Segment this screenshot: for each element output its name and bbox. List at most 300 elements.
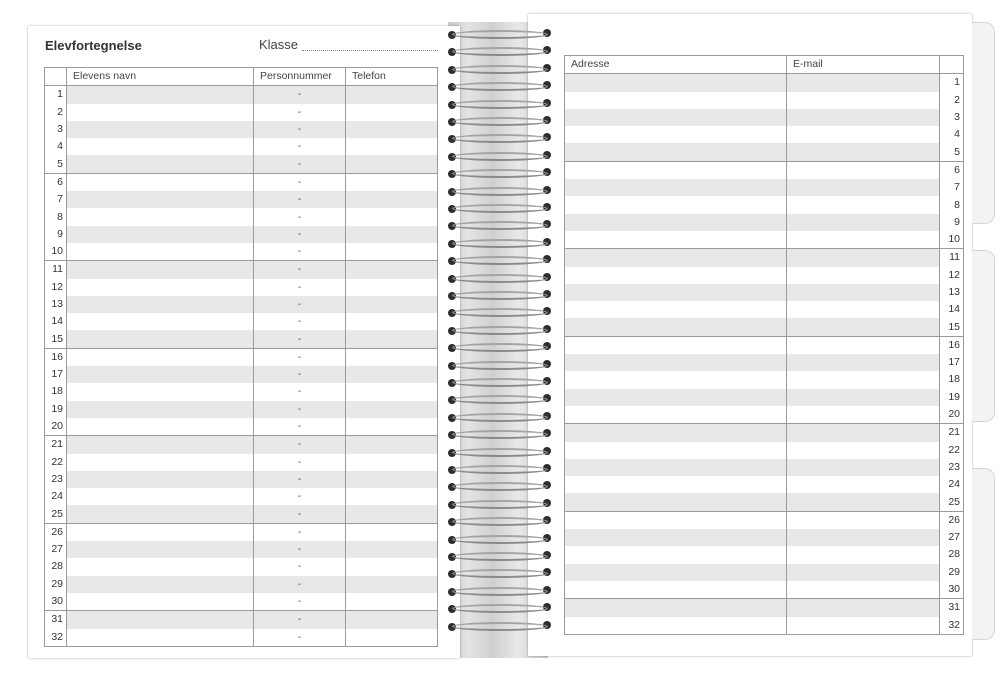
spiral-ring	[452, 152, 548, 161]
table-row	[45, 155, 438, 173]
table-row	[565, 214, 964, 231]
email-cell	[787, 214, 940, 231]
table-row	[45, 383, 438, 400]
name-cell	[67, 629, 254, 647]
name-cell	[67, 138, 254, 155]
table-row	[565, 371, 964, 388]
table-row	[565, 617, 964, 635]
name-cell	[67, 243, 254, 261]
row-number: 29	[940, 564, 964, 581]
telefon-cell	[346, 261, 438, 279]
adresse-cell	[565, 249, 787, 267]
name-cell	[67, 505, 254, 523]
spiral-ring	[452, 274, 548, 283]
row-number: 18	[940, 371, 964, 388]
email-cell	[787, 249, 940, 267]
column-header-telefon: Telefon	[346, 68, 438, 86]
table-row	[45, 348, 438, 366]
table-row	[45, 208, 438, 225]
name-cell	[67, 261, 254, 279]
adresse-cell	[565, 529, 787, 546]
personnummer-cell: -	[254, 330, 346, 348]
adresse-cell	[565, 511, 787, 529]
row-number: 1	[940, 74, 964, 92]
row-number: 16	[940, 336, 964, 354]
name-cell	[67, 436, 254, 454]
personnummer-cell: -	[254, 523, 346, 541]
table-row	[565, 92, 964, 109]
telefon-cell	[346, 348, 438, 366]
row-number: 22	[940, 442, 964, 459]
row-number: 31	[45, 611, 67, 629]
name-cell	[67, 611, 254, 629]
telefon-cell	[346, 296, 438, 313]
table-row	[45, 138, 438, 155]
table-row	[565, 109, 964, 126]
table-row	[45, 471, 438, 488]
row-number: 21	[45, 436, 67, 454]
adresse-cell	[565, 318, 787, 336]
email-cell	[787, 74, 940, 92]
row-number: 1	[45, 86, 67, 104]
name-cell	[67, 576, 254, 593]
email-cell	[787, 301, 940, 318]
table-row	[565, 126, 964, 143]
adresse-cell	[565, 214, 787, 231]
personnummer-cell: -	[254, 243, 346, 261]
personnummer-cell: -	[254, 366, 346, 383]
adresse-cell	[565, 493, 787, 511]
row-number: 21	[940, 424, 964, 442]
spiral-ring	[452, 448, 548, 457]
table-row	[565, 424, 964, 442]
spiral-ring	[452, 65, 548, 74]
name-cell	[67, 454, 254, 471]
spiral-ring	[452, 100, 548, 109]
spiral-ring	[452, 204, 548, 213]
name-cell	[67, 296, 254, 313]
row-number: 6	[45, 173, 67, 191]
name-cell	[67, 330, 254, 348]
row-number: 26	[45, 523, 67, 541]
personnummer-cell: -	[254, 383, 346, 400]
table-row	[565, 476, 964, 493]
spiral-ring	[452, 378, 548, 387]
row-number: 17	[940, 354, 964, 371]
personnummer-cell: -	[254, 471, 346, 488]
row-number: 22	[45, 454, 67, 471]
personnummer-cell: -	[254, 418, 346, 436]
name-cell	[67, 471, 254, 488]
name-cell	[67, 541, 254, 558]
email-cell	[787, 546, 940, 563]
telefon-cell	[346, 558, 438, 575]
adresse-cell	[565, 546, 787, 563]
personnummer-cell: -	[254, 226, 346, 243]
index-tab	[972, 468, 995, 640]
email-cell	[787, 511, 940, 529]
email-cell	[787, 493, 940, 511]
personnummer-cell: -	[254, 348, 346, 366]
row-number: 18	[45, 383, 67, 400]
personnummer-cell: -	[254, 505, 346, 523]
personnummer-cell: -	[254, 104, 346, 121]
table-row	[45, 541, 438, 558]
table-row	[45, 279, 438, 296]
adresse-cell	[565, 406, 787, 424]
table-row	[45, 505, 438, 523]
name-cell	[67, 279, 254, 296]
spiral-ring	[452, 587, 548, 596]
email-cell	[787, 231, 940, 249]
column-header-adresse: Adresse	[565, 56, 787, 74]
row-number: 25	[940, 493, 964, 511]
personnummer-cell: -	[254, 261, 346, 279]
table-row	[45, 296, 438, 313]
email-cell	[787, 336, 940, 354]
telefon-cell	[346, 138, 438, 155]
name-cell	[67, 558, 254, 575]
adresse-cell	[565, 476, 787, 493]
adresse-cell	[565, 92, 787, 109]
table-row	[565, 318, 964, 336]
telefon-cell	[346, 436, 438, 454]
adresse-cell	[565, 424, 787, 442]
column-header-name: Elevens navn	[67, 68, 254, 86]
telefon-cell	[346, 173, 438, 191]
adresse-cell	[565, 126, 787, 143]
personnummer-cell: -	[254, 313, 346, 330]
spiral-ring	[452, 30, 548, 39]
table-row	[45, 558, 438, 575]
row-number: 8	[940, 196, 964, 213]
table-row	[565, 161, 964, 179]
table-row	[565, 599, 964, 617]
adresse-cell	[565, 109, 787, 126]
email-cell	[787, 179, 940, 196]
telefon-cell	[346, 471, 438, 488]
table-row	[565, 196, 964, 213]
table-row	[45, 488, 438, 505]
telefon-cell	[346, 313, 438, 330]
table-row	[45, 261, 438, 279]
adresse-cell	[565, 581, 787, 599]
table-row	[45, 191, 438, 208]
telefon-cell	[346, 155, 438, 173]
row-number: 9	[940, 214, 964, 231]
spiral-ring	[452, 622, 548, 631]
personnummer-cell: -	[254, 629, 346, 647]
row-number: 16	[45, 348, 67, 366]
table-row	[45, 593, 438, 611]
telefon-cell	[346, 611, 438, 629]
table-row	[565, 511, 964, 529]
email-cell	[787, 267, 940, 284]
email-cell	[787, 617, 940, 635]
adresse-cell	[565, 196, 787, 213]
name-cell	[67, 313, 254, 330]
table-row	[565, 249, 964, 267]
address-email-table	[564, 55, 964, 635]
email-cell	[787, 442, 940, 459]
spiral-ring	[452, 535, 548, 544]
row-number: 28	[940, 546, 964, 563]
name-cell	[67, 593, 254, 611]
telefon-cell	[346, 576, 438, 593]
column-header-number	[45, 68, 67, 86]
row-number: 30	[45, 593, 67, 611]
table-row	[565, 546, 964, 563]
adresse-cell	[565, 459, 787, 476]
telefon-cell	[346, 418, 438, 436]
row-number: 24	[45, 488, 67, 505]
left-page	[28, 26, 460, 658]
email-cell	[787, 92, 940, 109]
row-number: 13	[940, 284, 964, 301]
row-number: 11	[940, 249, 964, 267]
row-number: 4	[45, 138, 67, 155]
row-number: 27	[940, 529, 964, 546]
telefon-cell	[346, 454, 438, 471]
row-number: 3	[940, 109, 964, 126]
telefon-cell	[346, 383, 438, 400]
email-cell	[787, 406, 940, 424]
spiral-ring	[452, 465, 548, 474]
row-number: 26	[940, 511, 964, 529]
personnummer-cell: -	[254, 208, 346, 225]
adresse-cell	[565, 231, 787, 249]
row-number: 3	[45, 121, 67, 138]
telefon-cell	[346, 330, 438, 348]
adresse-cell	[565, 371, 787, 388]
row-number: 32	[940, 617, 964, 635]
row-number: 7	[45, 191, 67, 208]
spiral-ring	[452, 291, 548, 300]
name-cell	[67, 208, 254, 225]
table-row	[45, 313, 438, 330]
name-cell	[67, 226, 254, 243]
telefon-cell	[346, 86, 438, 104]
email-cell	[787, 389, 940, 406]
row-number: 2	[45, 104, 67, 121]
row-number: 19	[45, 401, 67, 418]
row-number: 15	[940, 318, 964, 336]
row-number: 19	[940, 389, 964, 406]
name-cell	[67, 86, 254, 104]
name-cell	[67, 104, 254, 121]
adresse-cell	[565, 599, 787, 617]
adresse-cell	[565, 284, 787, 301]
table-row	[45, 173, 438, 191]
adresse-cell	[565, 74, 787, 92]
personnummer-cell: -	[254, 279, 346, 296]
email-cell	[787, 564, 940, 581]
email-cell	[787, 354, 940, 371]
email-cell	[787, 459, 940, 476]
row-number: 25	[45, 505, 67, 523]
name-cell	[67, 155, 254, 173]
spiral-ring	[452, 326, 548, 335]
name-cell	[67, 173, 254, 191]
adresse-cell	[565, 161, 787, 179]
email-cell	[787, 371, 940, 388]
table-row	[565, 581, 964, 599]
email-cell	[787, 599, 940, 617]
table-row	[45, 226, 438, 243]
telefon-cell	[346, 366, 438, 383]
row-number: 10	[45, 243, 67, 261]
spiral-ring	[452, 413, 548, 422]
telefon-cell	[346, 488, 438, 505]
email-cell	[787, 161, 940, 179]
row-number: 14	[940, 301, 964, 318]
adresse-cell	[565, 301, 787, 318]
personnummer-cell: -	[254, 191, 346, 208]
table-row	[565, 301, 964, 318]
row-number: 20	[45, 418, 67, 436]
email-cell	[787, 109, 940, 126]
telefon-cell	[346, 243, 438, 261]
table-row	[565, 389, 964, 406]
row-number: 10	[940, 231, 964, 249]
table-row	[45, 436, 438, 454]
page-title: Elevfortegnelse	[45, 38, 142, 53]
telefon-cell	[346, 541, 438, 558]
row-number: 23	[45, 471, 67, 488]
table-row	[45, 401, 438, 418]
personnummer-cell: -	[254, 488, 346, 505]
adresse-cell	[565, 179, 787, 196]
spiral-ring	[452, 117, 548, 126]
table-row	[45, 330, 438, 348]
row-number: 23	[940, 459, 964, 476]
email-cell	[787, 581, 940, 599]
telefon-cell	[346, 523, 438, 541]
spiral-ring	[452, 239, 548, 248]
name-cell	[67, 418, 254, 436]
table-row	[565, 354, 964, 371]
table-row	[565, 74, 964, 92]
table-row	[45, 576, 438, 593]
personnummer-cell: -	[254, 436, 346, 454]
row-number: 20	[940, 406, 964, 424]
row-number: 6	[940, 161, 964, 179]
index-tab	[972, 22, 995, 224]
column-header-personnummer: Personnummer	[254, 68, 346, 86]
name-cell	[67, 383, 254, 400]
personnummer-cell: -	[254, 576, 346, 593]
email-cell	[787, 424, 940, 442]
personnummer-cell: -	[254, 454, 346, 471]
row-number: 7	[940, 179, 964, 196]
table-row	[45, 86, 438, 104]
adresse-cell	[565, 442, 787, 459]
name-cell	[67, 348, 254, 366]
table-row	[565, 564, 964, 581]
row-number: 5	[940, 143, 964, 161]
row-number: 15	[45, 330, 67, 348]
table-row	[45, 454, 438, 471]
email-cell	[787, 196, 940, 213]
table-row	[45, 629, 438, 647]
adresse-cell	[565, 336, 787, 354]
table-row	[45, 418, 438, 436]
telefon-cell	[346, 593, 438, 611]
spiral-ring	[452, 500, 548, 509]
name-cell	[67, 523, 254, 541]
email-cell	[787, 126, 940, 143]
adresse-cell	[565, 267, 787, 284]
personnummer-cell: -	[254, 155, 346, 173]
email-cell	[787, 143, 940, 161]
row-number: 17	[45, 366, 67, 383]
personnummer-cell: -	[254, 138, 346, 155]
personnummer-cell: -	[254, 541, 346, 558]
table-row	[565, 143, 964, 161]
table-row	[565, 529, 964, 546]
row-number: 29	[45, 576, 67, 593]
table-row	[45, 121, 438, 138]
personnummer-cell: -	[254, 401, 346, 418]
row-number: 14	[45, 313, 67, 330]
name-cell	[67, 121, 254, 138]
telefon-cell	[346, 505, 438, 523]
email-cell	[787, 284, 940, 301]
email-cell	[787, 476, 940, 493]
table-row	[565, 406, 964, 424]
row-number: 31	[940, 599, 964, 617]
table-row	[45, 104, 438, 121]
table-row	[45, 523, 438, 541]
personnummer-cell: -	[254, 86, 346, 104]
telefon-cell	[346, 104, 438, 121]
personnummer-cell: -	[254, 173, 346, 191]
adresse-cell	[565, 143, 787, 161]
spiral-ring	[452, 187, 548, 196]
row-number: 9	[45, 226, 67, 243]
personnummer-cell: -	[254, 558, 346, 575]
row-number: 24	[940, 476, 964, 493]
table-row	[565, 179, 964, 196]
adresse-cell	[565, 617, 787, 635]
telefon-cell	[346, 121, 438, 138]
row-number: 11	[45, 261, 67, 279]
spiral-ring	[452, 552, 548, 561]
spiral-ring	[452, 361, 548, 370]
column-header-number	[940, 56, 964, 74]
row-number: 32	[45, 629, 67, 647]
table-row	[45, 366, 438, 383]
name-cell	[67, 488, 254, 505]
table-row	[565, 459, 964, 476]
personnummer-cell: -	[254, 611, 346, 629]
telefon-cell	[346, 279, 438, 296]
email-cell	[787, 318, 940, 336]
klasse-label: Klasse	[259, 37, 299, 52]
klasse-dotted-line	[302, 50, 438, 51]
table-row	[565, 336, 964, 354]
table-row	[565, 284, 964, 301]
table-row	[45, 243, 438, 261]
telefon-cell	[346, 226, 438, 243]
telefon-cell	[346, 191, 438, 208]
personnummer-cell: -	[254, 121, 346, 138]
row-number: 5	[45, 155, 67, 173]
row-number: 4	[940, 126, 964, 143]
table-row	[565, 493, 964, 511]
telefon-cell	[346, 629, 438, 647]
email-cell	[787, 529, 940, 546]
